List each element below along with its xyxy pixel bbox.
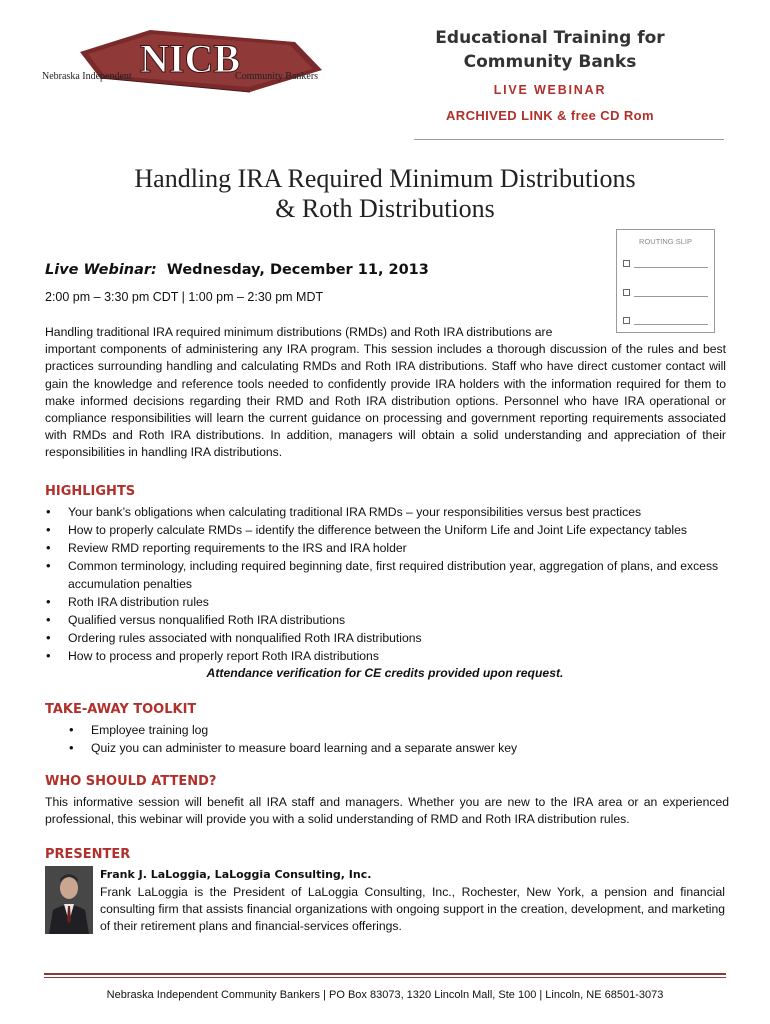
toolkit-heading: TAKE-AWAY TOOLKIT — [45, 702, 197, 717]
webinar-date: Wednesday, December 11, 2013 — [166, 262, 429, 278]
list-item: • Common terminology, including required beginning date, first required distribution year, aggregation of plans, and excess accumulation penalties — [68, 557, 728, 593]
page-title-line2: & Roth Distributions — [275, 194, 495, 223]
logo-initials: NICB — [139, 36, 241, 81]
nicb-logo — [40, 22, 340, 102]
checkbox-icon[interactable] — [623, 260, 630, 267]
routing-slip-title: ROUTING SLIP — [639, 237, 692, 246]
header-divider — [414, 139, 724, 140]
webinar-times: 2:00 pm – 3:30 pm CDT | 1:00 pm – 2:30 pm MDT — [45, 290, 324, 304]
header-title-line2: Community Banks — [463, 52, 637, 72]
presenter-photo — [45, 866, 93, 934]
presenter-name: Frank J. LaLoggia, LaLoggia Consulting, Inc. — [100, 868, 372, 881]
archived-link-text: ARCHIVED LINK & free CD Rom — [446, 108, 654, 123]
page-title — [0, 164, 770, 224]
description-first-line: Handling traditional IRA required minimum distributions (RMDs) and Roth IRA distributions are — [45, 325, 553, 339]
list-item: • Review RMD reporting requirements to the IRS and IRA holder — [68, 539, 728, 557]
toolkit-list — [91, 721, 711, 757]
list-item: • How to process and properly report Roth IRA distributions — [68, 647, 728, 665]
live-webinar-badge: LIVE WEBINAR — [493, 83, 607, 97]
list-item: • Your bank’s obligations when calculating traditional IRA RMDs – your responsibilities versus best practices — [68, 503, 728, 521]
routing-slip — [616, 229, 715, 333]
list-item: • Employee training log — [91, 721, 711, 739]
logo-org-left: Nebraska Independent — [42, 71, 132, 82]
highlights-list — [68, 503, 728, 665]
footer-address: Nebraska Independent Community Bankers | PO Box 83073, 1320 Lincoln Mall, Ste 100 | Lincoln, NE 68501-3073 — [106, 989, 664, 1001]
who-heading: WHO SHOULD ATTEND? — [45, 774, 217, 789]
attendance-note: Attendance verification for CE credits provided upon request. — [206, 666, 564, 680]
webinar-date-line — [45, 262, 429, 278]
checkbox-icon[interactable] — [623, 289, 630, 296]
presenter-bio: Frank LaLoggia is the President of LaLoggia Consulting, Inc., Rochester, New York, a pension and financial consulting firm that assists financial organizations with ongoing support in the creation, development, and marketing of their retirement plans and financial-services offerings. — [100, 885, 725, 934]
logo-org-right: Community Bankers — [235, 71, 319, 82]
page-title-line1: Handling IRA Required Minimum Distributions — [134, 164, 636, 193]
list-item: • Qualified versus nonqualified Roth IRA distributions — [68, 611, 728, 629]
routing-slip-line — [623, 260, 708, 269]
highlights-heading: HIGHLIGHTS — [45, 484, 136, 499]
live-webinar-label: Live Webinar: — [45, 262, 157, 278]
routing-slip-line — [623, 289, 708, 298]
header-title-line1: Educational Training for — [435, 28, 665, 48]
checkbox-icon[interactable] — [623, 317, 630, 324]
list-item: • Quiz you can administer to measure board learning and a separate answer key — [91, 739, 711, 757]
footer-divider-thin — [44, 977, 726, 978]
description — [45, 324, 726, 462]
description-body: important components of administering any IRA program. This session includes a thorough discussion of the rules and best practices surrounding handling and calculating RMDs and Roth IRA distributions. Staff who have direct customer contact will gain the knowledge and reference tools needed to confidently provide IRA holders with the information required for them to make informed decisions regarding their RMD and Roth IRA distribution options. Personnel who have IRA operational or compliance responsibilities will learn the current guidance on processing and government reporting requirements associated with RMDs and Roth IRA distributions. In addition, managers will obtain a solid understanding and appreciation of their responsibilities in handling IRA distributions. — [45, 342, 726, 460]
list-item: • How to properly calculate RMDs – identify the difference between the Uniform Life and Joint Life expectancy tables — [68, 521, 728, 539]
presenter-heading: PRESENTER — [45, 847, 131, 862]
list-item: • Ordering rules associated with nonqualified Roth IRA distributions — [68, 629, 728, 647]
footer-divider — [44, 973, 726, 975]
who-text: This informative session will benefit all IRA staff and managers. Whether you are new to the IRA area or an experienced professional, this webinar will provide you with a solid understanding of RMD and Roth IRA distribution rules. — [45, 795, 729, 827]
list-item: • Roth IRA distribution rules — [68, 593, 728, 611]
